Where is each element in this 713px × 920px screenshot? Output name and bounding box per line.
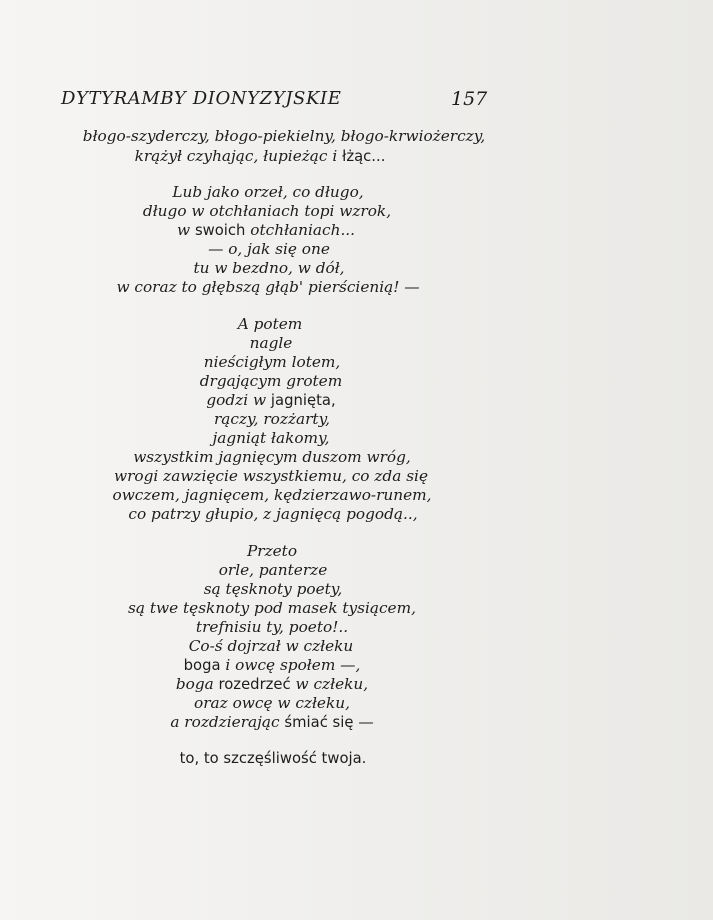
line-fragment: rozedrzeć — [213, 676, 291, 693]
poem-line: jagniąt łakomy, — [212, 429, 330, 447]
line-fragment: boga — [175, 675, 214, 693]
poem-line: oraz owcę w człeku, — [194, 694, 350, 712]
line-fragment: w — [176, 221, 195, 239]
poem-line: owczem, jagnięcem, kędzierzawo-runem, — [112, 486, 432, 504]
poem-line: Lub jako orzeł, co długo, — [172, 183, 364, 201]
running-title: DYTYRAMBY DIONYZYJSKIE — [61, 88, 342, 109]
line-fragment: boga — [183, 657, 221, 674]
poem-line: wszystkim jagnięcym duszom wróg, — [133, 448, 411, 466]
line-fragment: społem —, — [279, 656, 361, 674]
poem-line — [170, 712, 373, 733]
line-fragment: — — [353, 713, 374, 731]
line-fragment: śmiać się — [284, 714, 354, 731]
page-number: 157 — [451, 88, 488, 110]
poem-line — [184, 655, 361, 676]
line-fragment: i owcę — [220, 656, 280, 674]
line-fragment: w człeku, — [290, 675, 369, 693]
poem-line: co patrzy głupio, z jagnięcą pogodą.., — [128, 505, 418, 523]
poem-line: w coraz to głębszą głąb' pierścienią! — — [116, 278, 420, 296]
poem-line: tu w bezdno, w dół, — [193, 259, 345, 277]
poem-line: wrogi zawzięcie wszystkiemu, co zda się — [113, 467, 429, 485]
line-fragment: godzi w — [206, 391, 271, 409]
poem-line — [135, 146, 386, 167]
poem-line — [206, 390, 335, 411]
poem-line: rączy, rozżarty, — [213, 410, 331, 428]
poem-line: Co-ś dojrzał w człeku — [188, 637, 354, 655]
line-fragment: swoich — [194, 222, 246, 239]
poem-line: to, to szczęśliwość twoja. — [179, 750, 367, 767]
poem-line: są twe tęsknoty pod masek tysiącem, — [128, 599, 416, 617]
poem-line: są tęsknoty poety, — [203, 580, 343, 598]
poem-line: trefnisiu ty, poeto!.. — [195, 618, 349, 636]
poem-line: nagle — [249, 334, 293, 352]
poem-line: A potem — [237, 315, 303, 333]
line-fragment: jagnięta, — [270, 392, 336, 409]
poem-line: — o, jak się one — [208, 240, 330, 258]
poem-line: Przeto — [246, 542, 298, 560]
poem-line: błogo-szyderczy, błogo-piekielny, błogo-krwiożerczy, — [82, 127, 486, 145]
poem-line: długo w otchłaniach topi wzrok, — [142, 202, 392, 220]
line-fragment: krążył czyhając, łupieżąc i — [134, 147, 343, 165]
line-fragment: łżąc... — [342, 148, 386, 165]
poem-line: orle, panterze — [218, 561, 328, 579]
poem-line: nieścigłym lotem, — [203, 353, 341, 371]
line-fragment: a rozdzierając — [170, 713, 285, 731]
line-fragment: otchłaniach... — [245, 221, 356, 239]
poem-line — [176, 674, 368, 695]
poem-line: drgającym grotem — [199, 372, 343, 390]
poem-line — [177, 220, 355, 241]
